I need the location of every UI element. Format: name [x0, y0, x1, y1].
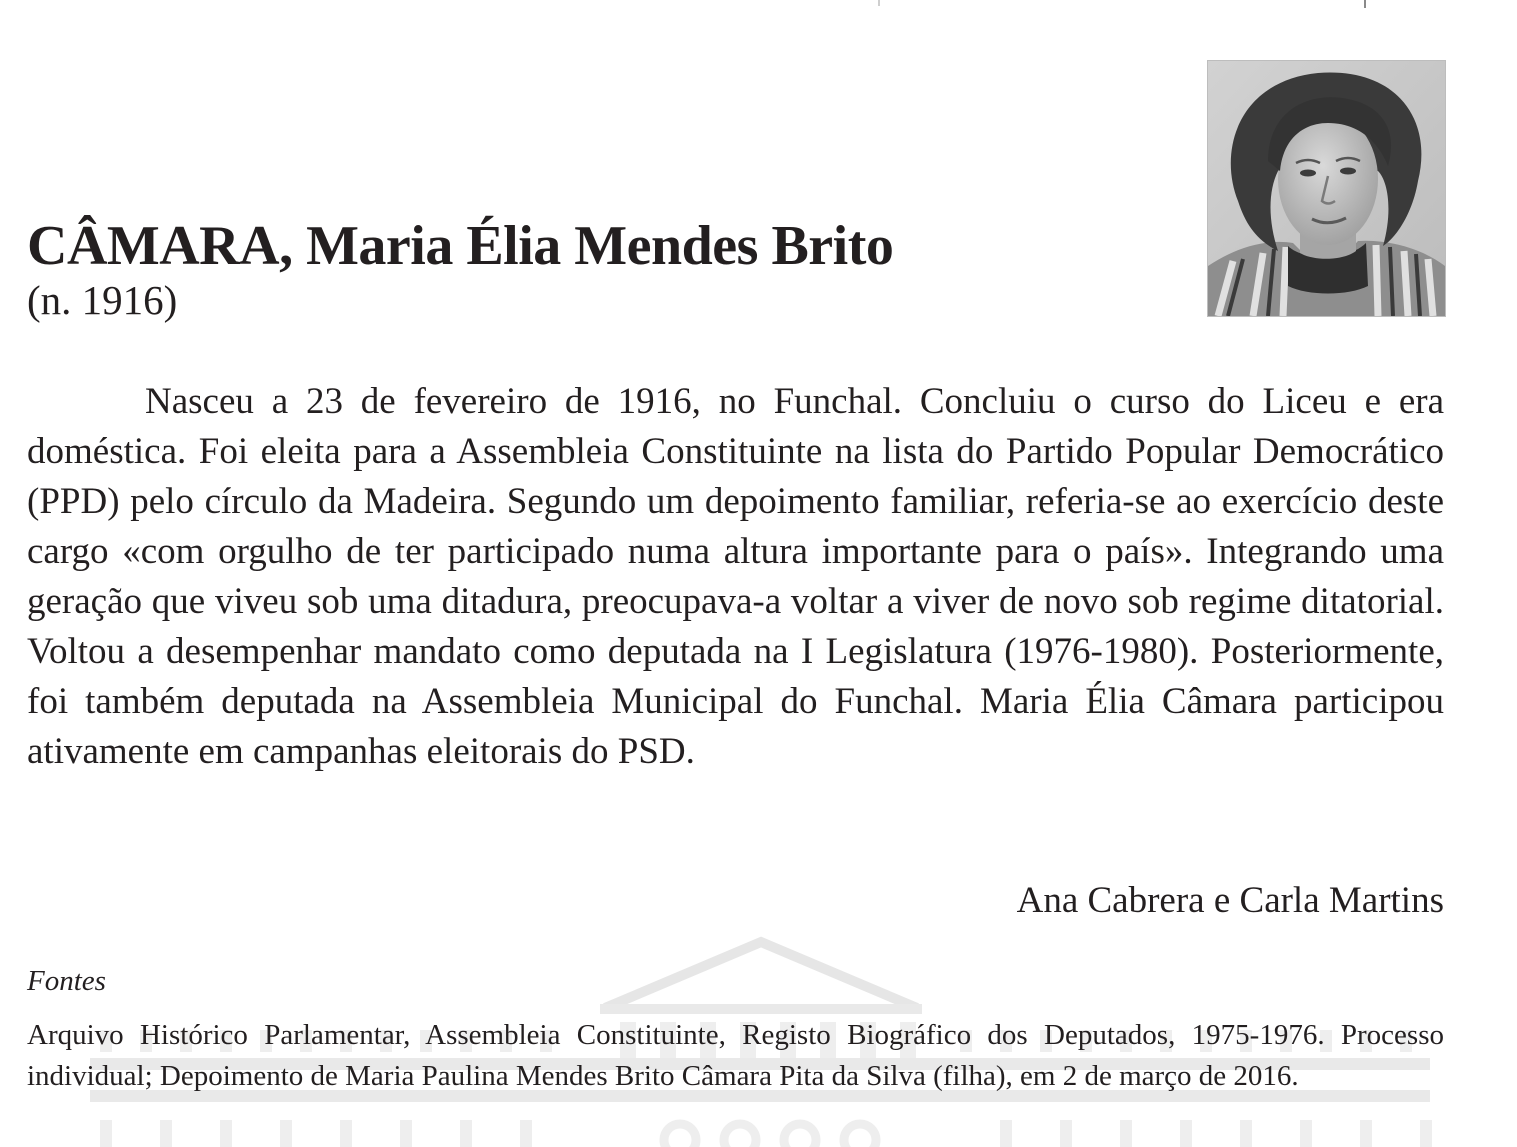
- sources-heading: Fontes: [27, 965, 106, 997]
- top-rule-mark-right: [1364, 0, 1366, 8]
- sources-text: Arquivo Histórico Parlamentar, Assembleia Constituinte, Registo Biográfico dos Deputados, 1975-1976. Processo individual; Depoimento de Maria Paulina Mendes Brito Câmara Pita da Silva (filha), em 2 de março de 2016.: [27, 1019, 1444, 1092]
- portrait-photo: [1207, 60, 1446, 317]
- entry-header: [27, 214, 893, 322]
- top-rule-mark-left: [878, 0, 880, 6]
- portrait-image: [1208, 61, 1445, 316]
- biography-paragraph: Nasceu a 23 de fevereiro de 1916, no Funchal. Concluiu o curso do Liceu e era doméstica. Foi eleita para a Assembleia Constituinte na lista do Partido Popular Democrático (PPD) pelo círculo da Madeira. Segundo um depoimento familiar, referia-se ao exercício deste cargo «com orgulho de ter participado numa altura importante para o país». Integrando uma geração que viveu sob uma ditadura, preocupava-a voltar a viver de novo sob regime ditatorial. Voltou a desempenhar mandato como deputada na I Legislatura (1976-1980). Posteriormente, foi também deputada na Assembleia Municipal do Funchal. Maria Élia Câmara participou ativamente em campanhas eleitorais do PSD.: [27, 381, 1444, 772]
- entry-birth: (n. 1916): [27, 277, 178, 323]
- entry-authors: Ana Cabrera e Carla Martins: [1016, 880, 1444, 921]
- entry-name: CÂMARA, Maria Élia Mendes Brito: [27, 215, 894, 277]
